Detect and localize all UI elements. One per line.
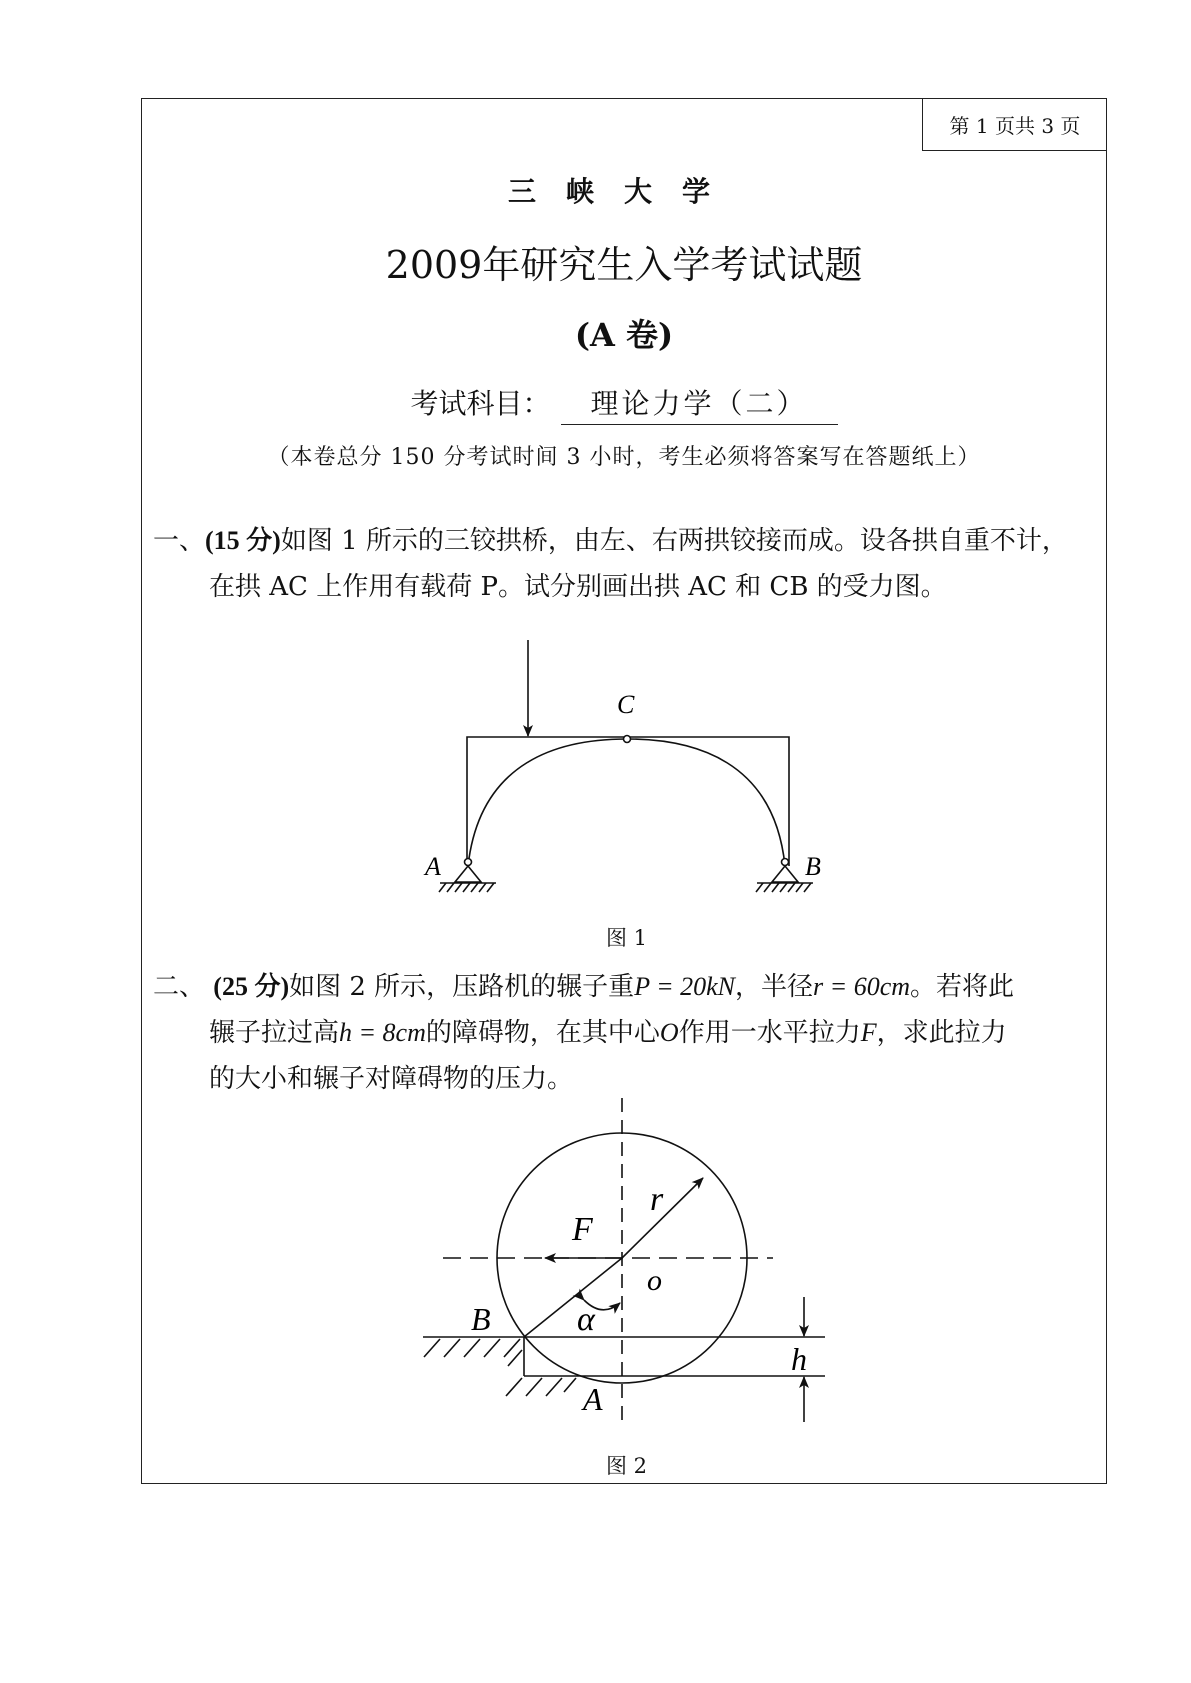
exam-note: （本卷总分 150 分考试时间 3 小时，考生必须将答案写在答题纸上）: [267, 445, 981, 470]
label-h: h: [791, 1341, 807, 1377]
label-r: r: [650, 1181, 664, 1218]
question-score: (25 分): [213, 972, 290, 1001]
text: ，求此拉力: [876, 1018, 1007, 1048]
hinge-c: [624, 736, 631, 743]
deck-frame: [467, 737, 789, 866]
math-weight: P = 20kN: [634, 972, 736, 1001]
question-number: 一、: [153, 526, 206, 556]
text: 辗子拉过高: [209, 1018, 340, 1048]
math-force: F: [860, 1018, 877, 1047]
label-c: C: [617, 690, 635, 719]
label-o: o: [647, 1264, 662, 1297]
hinge-b: [782, 859, 789, 866]
figure-2-caption: 图 2: [606, 1454, 648, 1478]
math-center: O: [659, 1018, 679, 1047]
question-1-line-2: 在拱 AC 上作用有载荷 P。试分别画出拱 AC 和 CB 的受力图。: [209, 572, 947, 602]
label-a: A: [425, 852, 441, 881]
question-2-line-3: 的大小和辗子对障碍物的压力。: [209, 1064, 574, 1094]
figure-2-roller: [423, 1098, 825, 1427]
ground-hatch: [424, 1339, 576, 1396]
text: 如图 2 所示，压路机的辗子重: [289, 972, 635, 1002]
question-score: (15 分): [205, 526, 281, 555]
university-name: 三峡大学: [507, 175, 740, 208]
question-text: 如图 1 所示的三铰拱桥，由左、右两拱铰接而成。设各拱自重不计，: [280, 526, 1068, 556]
text: 的障碍物，在其中心: [425, 1018, 660, 1048]
page-indicator: 第 1 页共 3 页: [922, 98, 1107, 151]
math-height: h = 8cm: [339, 1018, 426, 1047]
figure-1-caption: 图 1: [606, 926, 648, 950]
text: 作用一水平拉力: [678, 1018, 861, 1048]
radius-line: [524, 1258, 622, 1337]
label-b: B: [805, 852, 821, 881]
support-a: [439, 866, 496, 892]
label-f: F: [572, 1211, 593, 1248]
hinge-a: [465, 859, 472, 866]
label-a: A: [583, 1381, 603, 1417]
arch: [468, 739, 785, 866]
label-b: B: [471, 1301, 491, 1337]
exam-title: 2009年研究生入学考试试题: [385, 243, 863, 287]
text: 。若将此: [910, 972, 1015, 1002]
subject-value: 理论力学（二）: [561, 382, 838, 425]
text: ，半径: [735, 972, 814, 1002]
paper-version: (A 卷): [574, 316, 674, 354]
figure-1-arch-bridge: [439, 640, 813, 892]
subject-label: 考试科目：: [410, 387, 551, 420]
math-radius: r = 60cm: [813, 972, 911, 1001]
label-alpha: α: [577, 1301, 595, 1338]
question-number: 二、: [153, 972, 206, 1002]
